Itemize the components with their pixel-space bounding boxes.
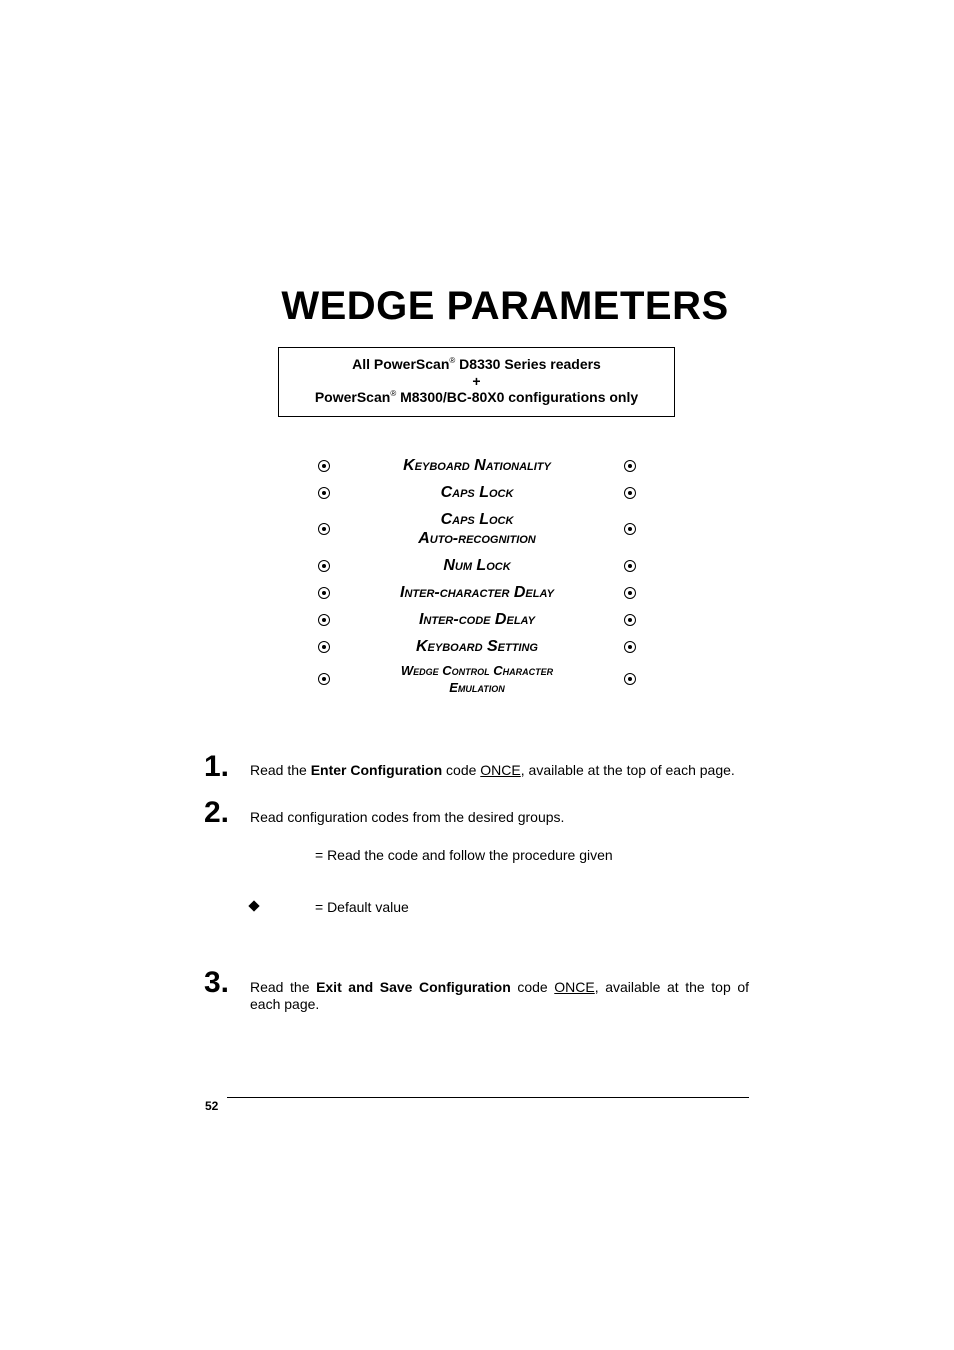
- contents-item: [310, 606, 650, 633]
- contents-item-label: Num Lock: [443, 557, 511, 574]
- page-number: 52: [205, 1099, 219, 1113]
- circle-dot-icon: [624, 673, 636, 685]
- circle-dot-icon: [624, 523, 636, 535]
- contents-item: [310, 552, 650, 579]
- contents-item-label: Wedge Control Character Emulation: [400, 663, 554, 695]
- legend-procedure: = Read the code and follow the procedure given: [315, 847, 613, 863]
- step-2-number: 2.: [204, 796, 230, 829]
- step-2-text: Read configuration codes from the desired groups.: [250, 809, 565, 825]
- applicability-box: [278, 347, 675, 417]
- circle-dot-icon: [318, 523, 330, 535]
- step-3-number: 3.: [204, 966, 230, 999]
- circle-dot-icon: [318, 460, 330, 472]
- contents-item: [310, 452, 650, 479]
- circle-dot-icon: [318, 673, 330, 685]
- contents-item: [310, 633, 650, 660]
- contents-item: [310, 660, 650, 698]
- circle-dot-icon: [318, 560, 330, 572]
- contents-item: [310, 579, 650, 606]
- step-3-text: Read the Exit and Save Configuration code ONCE, available at the top of each page.: [250, 979, 749, 1012]
- applicability-line-3: PowerScan® M8300/BC-80X0 configurations only: [314, 389, 639, 405]
- legend-default: = Default value: [315, 899, 409, 915]
- circle-dot-icon: [318, 487, 330, 499]
- contents-item-label: Inter-character Delay: [400, 584, 554, 601]
- circle-dot-icon: [624, 641, 636, 653]
- circle-dot-icon: [624, 587, 636, 599]
- contents-item-label: Inter-code Delay: [418, 611, 536, 628]
- contents-item-label: Keyboard Setting: [415, 638, 538, 655]
- contents-item-label: Keyboard Nationality: [403, 457, 551, 474]
- applicability-plus: +: [472, 372, 481, 389]
- circle-dot-icon: [624, 460, 636, 472]
- step-1-number: 1.: [204, 750, 230, 783]
- circle-dot-icon: [318, 614, 330, 626]
- contents-item: [310, 506, 650, 552]
- step-1-text: Read the Enter Configuration code ONCE, available at the top of each page.: [250, 762, 735, 778]
- circle-dot-icon: [624, 614, 636, 626]
- applicability-line-1: All PowerScan® D8330 Series readers: [352, 356, 601, 372]
- circle-dot-icon: [624, 487, 636, 499]
- contents-item-label: Caps Lock: [440, 484, 514, 501]
- circle-dot-icon: [318, 587, 330, 599]
- circle-dot-icon: [624, 560, 636, 572]
- circle-dot-icon: [318, 641, 330, 653]
- contents-item: [310, 479, 650, 506]
- diamond-icon: [248, 900, 259, 911]
- contents-list: [310, 452, 650, 698]
- page-title: WEDGE PARAMETERS: [281, 284, 729, 328]
- contents-item-label: Caps Lock Auto-recognition: [418, 511, 536, 547]
- footer-rule: [227, 1097, 749, 1098]
